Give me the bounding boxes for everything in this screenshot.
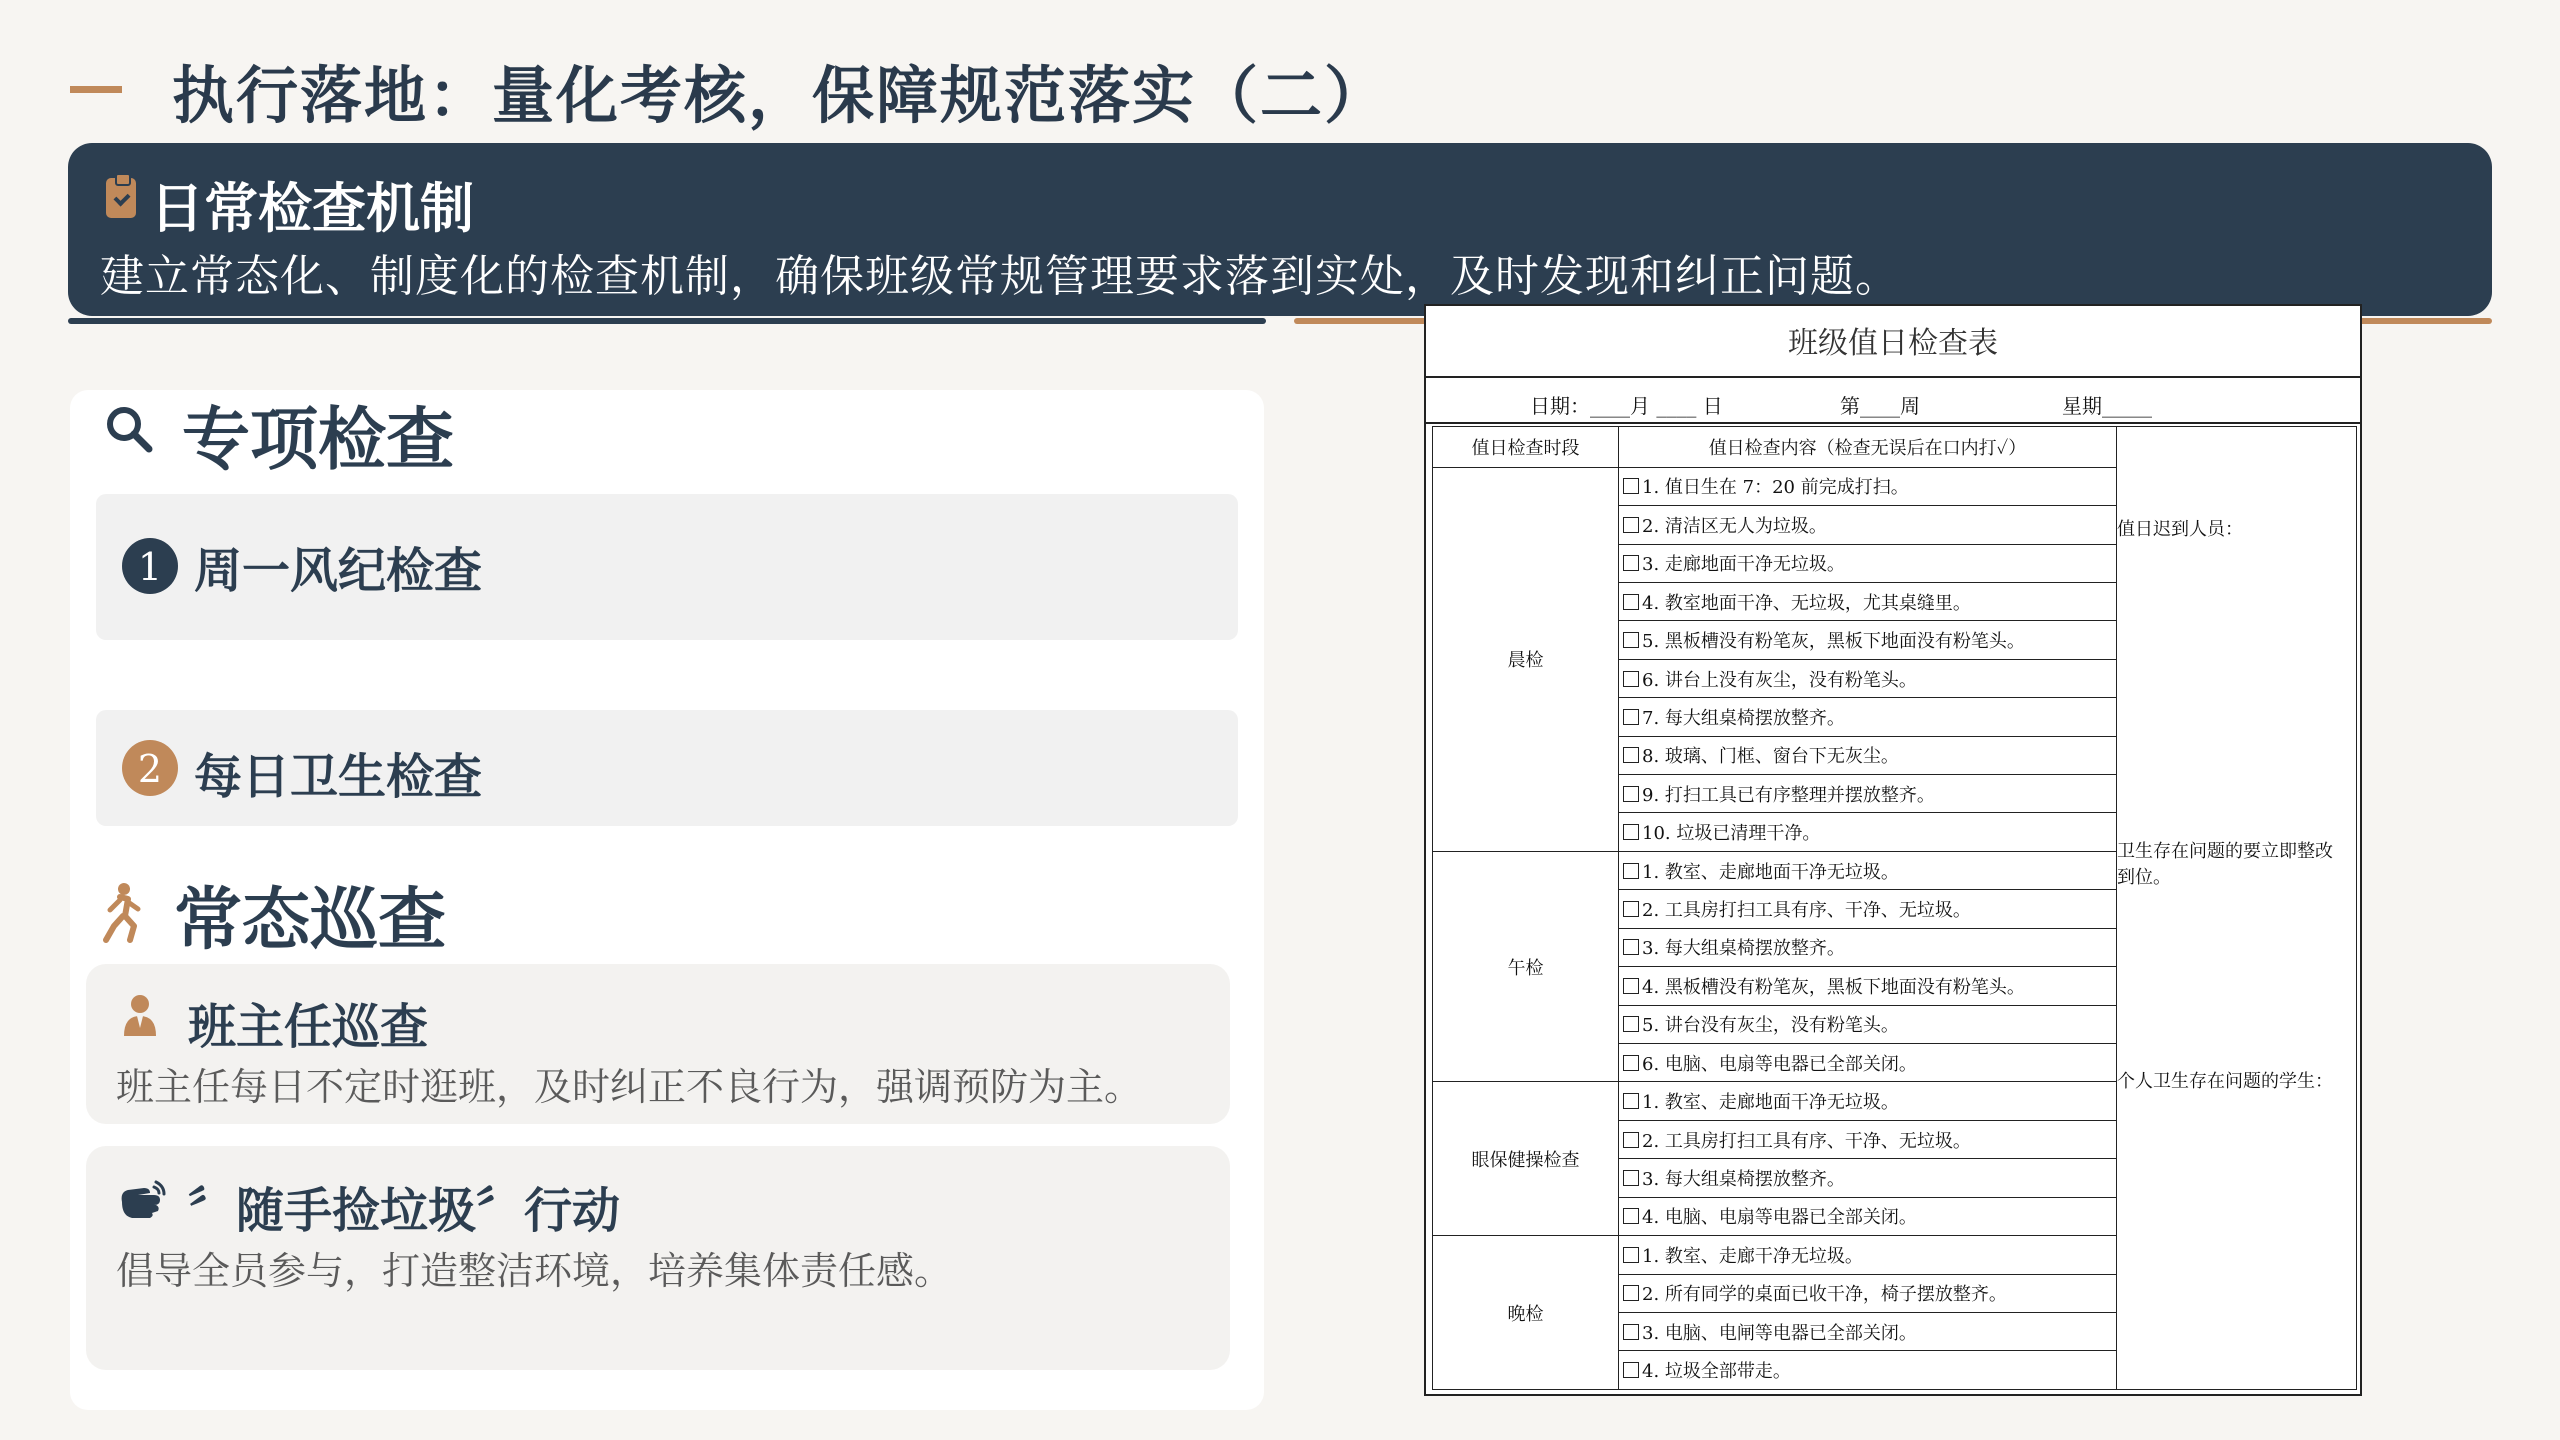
checkbox[interactable] <box>1623 1093 1639 1109</box>
checkbox[interactable] <box>1623 1247 1639 1263</box>
checklist-item <box>1619 582 2117 620</box>
checkbox[interactable] <box>1623 824 1639 840</box>
patrol-item-desc: 倡导全员参与，打造整洁环境，培养集体责任感。 <box>116 1249 953 1293</box>
checklist-item-text: 5. 黑板槽没有粉笔灰，黑板下地面没有粉笔头。 <box>1642 631 2025 653</box>
search-icon <box>104 404 154 454</box>
checklist-item-text: 10. 垃圾已清理干净。 <box>1642 823 1821 845</box>
checklist-note: 值日迟到人员： <box>2117 519 2243 540</box>
checklist-item-text: 3. 电脑、电闸等电器已全部关闭。 <box>1642 1322 1917 1344</box>
checklist-item <box>1619 506 2117 544</box>
checklist-item <box>1619 1044 2117 1082</box>
checklist-item-text: 4. 电脑、电扇等电器已全部关闭。 <box>1642 1207 1917 1229</box>
checklist-item-text: 4. 垃圾全部带走。 <box>1642 1361 1791 1383</box>
checkbox[interactable] <box>1623 1362 1639 1378</box>
date-field: 日期：____月 ____ 日 <box>1530 394 1723 418</box>
checklist-item-text: 3. 走廊地面干净无垃圾。 <box>1642 554 1845 576</box>
banner-description: 建立常态化、制度化的检查机制，确保班级常规管理要求落到实处，及时发现和纠正问题。 <box>100 251 1900 302</box>
checklist-item-text: 7. 每大组桌椅摆放整齐。 <box>1642 707 1845 729</box>
person-icon <box>122 994 158 1036</box>
checklist-item-text: 3. 每大组桌椅摆放整齐。 <box>1642 938 1845 960</box>
checkbox[interactable] <box>1623 1132 1639 1148</box>
checklist-item <box>1619 851 2117 889</box>
checklist-item-text: 1. 教室、走廊干净无垃圾。 <box>1642 1245 1863 1267</box>
checkbox[interactable] <box>1623 1285 1639 1301</box>
column-header-time: 值日检查时段 <box>1433 427 1619 468</box>
checkbox[interactable] <box>1623 517 1639 533</box>
clipboard-check-icon <box>106 178 136 218</box>
checklist-item-text: 5. 讲台没有灰尘，没有粉笔头。 <box>1642 1015 1899 1037</box>
checkbox[interactable] <box>1623 747 1639 763</box>
checkbox[interactable] <box>1623 978 1639 994</box>
checklist-item <box>1619 544 2117 582</box>
banner-divider-left <box>68 318 1266 324</box>
checklist-item-text: 1. 教室、走廊地面干净无垃圾。 <box>1642 861 1899 883</box>
checklist-item <box>1619 736 2117 774</box>
checklist-item <box>1619 967 2117 1005</box>
checkbox[interactable] <box>1623 1324 1639 1340</box>
checklist-item-text: 6. 讲台上没有灰尘，没有粉笔头。 <box>1642 669 1917 691</box>
time-slot-cell: 晨检 <box>1433 467 1619 851</box>
title-accent-dash <box>70 86 122 93</box>
checklist-item-text: 9. 打扫工具已有序整理并摆放整齐。 <box>1642 784 1935 806</box>
checklist-item <box>1619 1120 2117 1158</box>
number-badge: 2 <box>122 740 178 796</box>
special-item-label: 周一风纪检查 <box>194 543 483 599</box>
page-title: 执行落地：量化考核，保障规范落实（二） <box>172 59 1389 132</box>
sheet-divider <box>1426 376 2360 378</box>
checklist-item-text: 1. 值日生在 7：20 前完成打扫。 <box>1642 477 1909 499</box>
special-item-label: 每日卫生检查 <box>194 749 483 805</box>
patrol-item-title: 班主任巡查 <box>188 999 429 1055</box>
checkbox[interactable] <box>1623 1208 1639 1224</box>
patrol-item-title: 〞随手捡垃圾〞行动 <box>188 1183 621 1239</box>
checkbox[interactable] <box>1623 671 1639 687</box>
checklist-item-text: 3. 每大组桌椅摆放整齐。 <box>1642 1168 1845 1190</box>
checkbox[interactable] <box>1623 863 1639 879</box>
special-inspection-title: 专项检查 <box>182 401 455 480</box>
checkbox[interactable] <box>1623 1055 1639 1071</box>
checkbox[interactable] <box>1623 555 1639 571</box>
column-header-content: 值日检查内容（检查无误后在口内打✓） <box>1619 427 2117 468</box>
checklist-item <box>1619 890 2117 928</box>
checklist-item <box>1619 1351 2117 1390</box>
weekday-field: 星期_____ <box>2062 394 2152 418</box>
checklist-item-text: 4. 教室地面干净、无垃圾，尤其桌缝里。 <box>1642 592 1971 614</box>
banner-heading: 日常检查机制 <box>150 177 474 240</box>
checklist-item-text: 8. 玻璃、门框、窗台下无灰尘。 <box>1642 746 1899 768</box>
patrol-item-desc: 班主任每日不定时逛班，及时纠正不良行为，强调预防为主。 <box>116 1065 1143 1109</box>
checkbox[interactable] <box>1623 786 1639 802</box>
walking-person-icon <box>98 882 144 944</box>
checklist-table <box>1432 426 2357 1390</box>
checklist-item <box>1619 1082 2117 1120</box>
time-slot-cell: 午检 <box>1433 851 1619 1082</box>
checklist-item <box>1619 1312 2117 1350</box>
checklist-item <box>1619 698 2117 736</box>
checkbox[interactable] <box>1623 709 1639 725</box>
checklist-title: 班级值日检查表 <box>1788 326 1998 361</box>
sheet-divider <box>1426 422 2360 424</box>
checklist-item <box>1619 659 2117 697</box>
checklist-item-text: 1. 教室、走廊地面干净无垃圾。 <box>1642 1092 1899 1114</box>
checklist-item-text: 4. 黑板槽没有粉笔灰，黑板下地面没有粉笔头。 <box>1642 976 2025 998</box>
checkbox[interactable] <box>1623 1016 1639 1032</box>
time-slot-cell: 晚检 <box>1433 1236 1619 1390</box>
checklist-item <box>1619 1197 2117 1235</box>
checklist-note: 个人卫生存在问题的学生： <box>2117 1071 2333 1092</box>
number-badge: 1 <box>122 538 178 594</box>
checklist-item <box>1619 1005 2117 1043</box>
routine-patrol-title: 常态巡查 <box>174 881 447 960</box>
hand-icon <box>116 1178 166 1222</box>
checklist-item-text: 2. 清洁区无人为垃圾。 <box>1642 515 1827 537</box>
time-slot-cell: 眼保健操检查 <box>1433 1082 1619 1236</box>
checklist-item <box>1619 467 2117 505</box>
checklist-item-text: 2. 工具房打扫工具有序、干净、无垃圾。 <box>1642 900 1971 922</box>
checkbox[interactable] <box>1623 594 1639 610</box>
notes-cell <box>2117 427 2357 1390</box>
week-field: 第____周 <box>1840 394 1920 418</box>
duty-checklist-sheet <box>1424 304 2362 1396</box>
checkbox[interactable] <box>1623 1170 1639 1186</box>
checklist-item <box>1619 621 2117 659</box>
checklist-note: 卫生存在问题的要立即整改到位。 <box>2117 841 2333 888</box>
checkbox[interactable] <box>1623 939 1639 955</box>
checklist-item-text: 6. 电脑、电扇等电器已全部关闭。 <box>1642 1053 1917 1075</box>
checklist-item <box>1619 1236 2117 1274</box>
checkbox[interactable] <box>1623 901 1639 917</box>
checkbox[interactable] <box>1623 632 1639 648</box>
checklist-item-text: 2. 工具房打扫工具有序、干净、无垃圾。 <box>1642 1130 1971 1152</box>
checklist-item <box>1619 1159 2117 1197</box>
checklist-item <box>1619 928 2117 966</box>
checklist-item-text: 2. 所有同学的桌面已收干净，椅子摆放整齐。 <box>1642 1284 2007 1306</box>
checklist-item <box>1619 775 2117 813</box>
checkbox[interactable] <box>1623 478 1639 494</box>
checklist-item <box>1619 813 2117 851</box>
checklist-item <box>1619 1274 2117 1312</box>
